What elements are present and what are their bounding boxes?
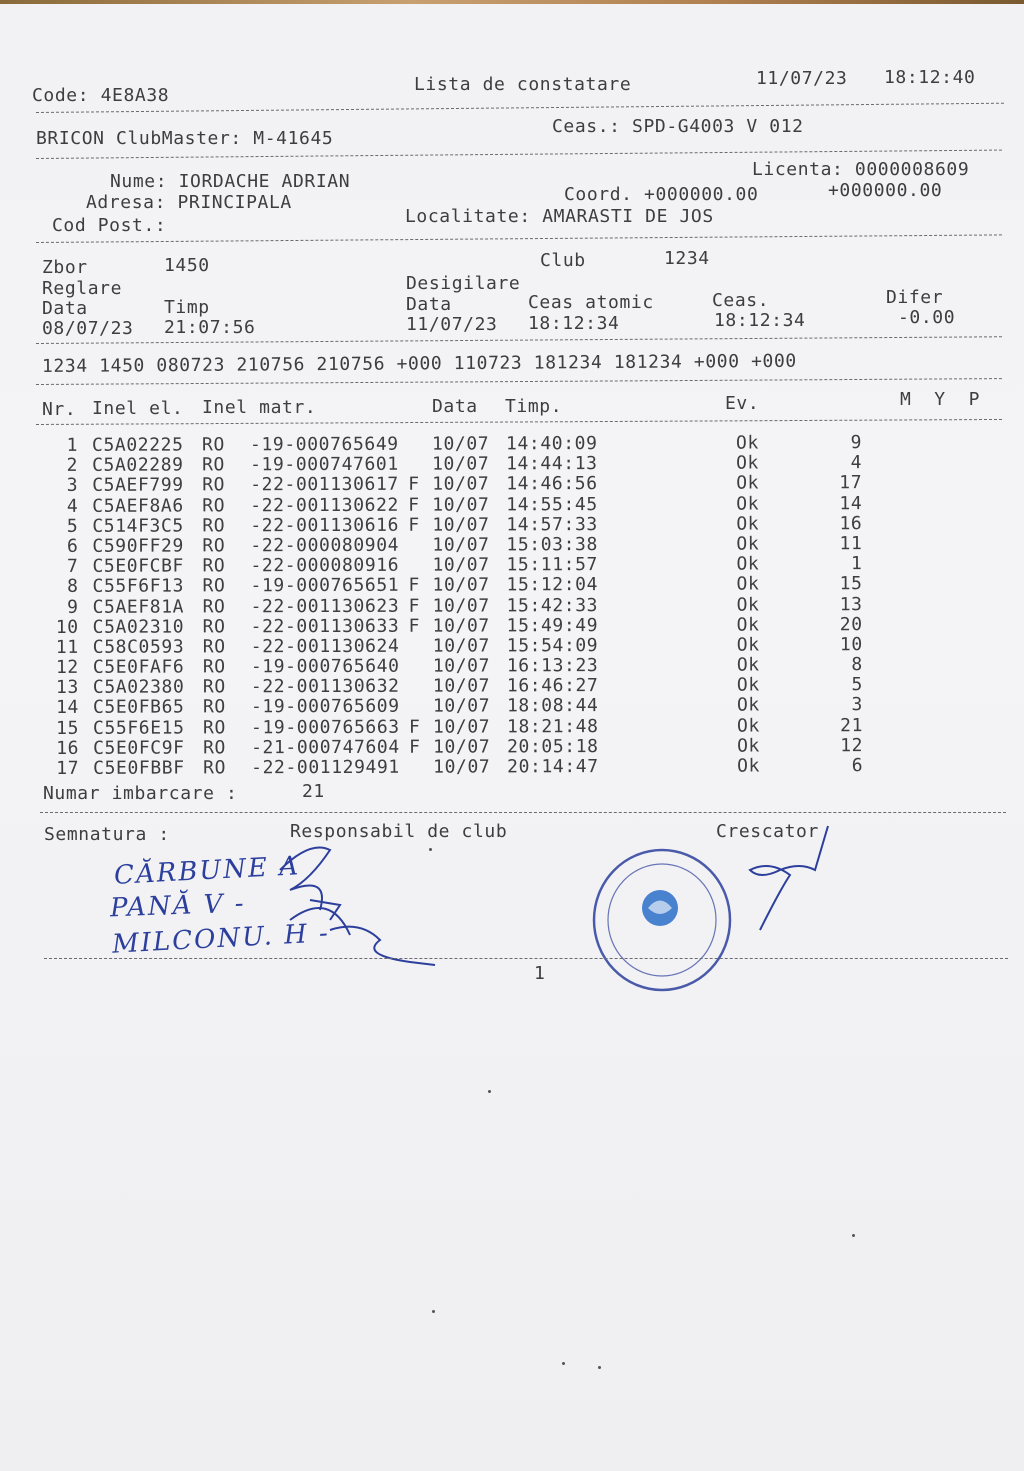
event-status: Ok xyxy=(736,593,760,616)
row-number: 14 xyxy=(56,697,79,719)
arrival-time: 14:40:09 xyxy=(505,433,598,455)
ring-country: RO xyxy=(202,575,226,597)
unseal-label: Desigilare xyxy=(406,273,521,294)
breeder-label: Crescator xyxy=(716,821,819,842)
electronic-ring: C5E0FAF6 xyxy=(92,656,185,678)
place-number: 12 xyxy=(840,734,864,757)
electronic-ring: C58C0593 xyxy=(92,636,185,658)
row-number: 3 xyxy=(66,475,79,497)
ring-number: -19-000765663 xyxy=(250,716,400,738)
arrival-date: 10/07 xyxy=(432,655,491,677)
row-number: 1 xyxy=(66,434,79,456)
event-status: Ok xyxy=(736,715,760,737)
electronic-ring: C5AEF799 xyxy=(92,474,184,497)
event-status: Ok xyxy=(735,432,759,454)
place-number: 5 xyxy=(851,674,863,696)
place-number: 13 xyxy=(839,593,863,615)
arrival-time: 15:11:57 xyxy=(506,554,598,576)
ring-number: -22-001130633 xyxy=(250,615,400,637)
arrival-time: 20:05:18 xyxy=(507,735,599,758)
ring-number: -22-001129491 xyxy=(251,756,400,779)
table-surface-edge xyxy=(0,0,1024,4)
arrival-date: 10/07 xyxy=(432,493,490,516)
arrival-time: 14:55:45 xyxy=(506,493,598,515)
row-number: 5 xyxy=(66,515,79,537)
electronic-ring: C5E0FC9F xyxy=(93,737,185,759)
arrival-date: 10/07 xyxy=(433,736,491,758)
report-date: 11/07/23 xyxy=(756,68,848,89)
row-number: 4 xyxy=(66,495,79,517)
place-number: 10 xyxy=(839,634,863,656)
divider xyxy=(36,234,1002,243)
electronic-ring: C5E0FCBF xyxy=(92,555,184,577)
ring-country: RO xyxy=(202,515,226,537)
divider xyxy=(36,419,1002,425)
ring-country: RO xyxy=(202,676,226,698)
electronic-ring: C5AEF81A xyxy=(92,595,185,618)
date-label: Data xyxy=(42,298,88,319)
arrival-time: 15:49:49 xyxy=(506,614,599,637)
handwritten-name-1: CĂRBUNE A xyxy=(113,851,301,891)
row-number: 16 xyxy=(56,737,80,759)
signature-label: Semnatura : xyxy=(44,824,170,845)
ring-flag: F xyxy=(408,574,420,597)
event-status: Ok xyxy=(737,735,760,757)
arrival-date: 10/07 xyxy=(432,453,490,475)
arrival-time: 18:21:48 xyxy=(506,715,599,737)
ring-number: -19-000765649 xyxy=(249,433,399,456)
electronic-ring: C5A02310 xyxy=(92,616,185,638)
ring-number: -22-001130623 xyxy=(250,595,400,617)
event-status: Ok xyxy=(736,513,760,535)
event-status: Ok xyxy=(736,493,760,515)
col-header-ring-number: Inel matr. xyxy=(202,397,317,418)
row-number: 9 xyxy=(67,596,79,618)
event-status: Ok xyxy=(736,573,760,595)
arrival-date: 10/07 xyxy=(432,534,490,556)
atomic-clock-label: Ceas atomic xyxy=(528,292,654,313)
place-number: 17 xyxy=(839,472,863,494)
arrival-date: 10/07 xyxy=(432,716,491,738)
arrival-date: 10/07 xyxy=(433,756,491,778)
place-number: 4 xyxy=(850,452,863,474)
arrival-time: 14:57:33 xyxy=(506,513,598,536)
flight-number: 1450 xyxy=(164,255,210,276)
clock-label: Ceas. xyxy=(712,290,770,311)
row-number: 2 xyxy=(66,455,79,477)
ring-country: RO xyxy=(202,535,226,557)
place-number: 15 xyxy=(839,573,863,595)
event-status: Ok xyxy=(736,452,760,474)
locality: Localitate: AMARASTI DE JOS xyxy=(405,206,714,227)
place-number: 21 xyxy=(840,714,864,736)
arrival-date: 10/07 xyxy=(432,615,490,637)
electronic-ring: C5E0FB65 xyxy=(92,696,185,719)
ring-number: -22-000080916 xyxy=(250,554,400,577)
difference-label: Difer xyxy=(886,287,944,308)
ring-country: RO xyxy=(202,716,226,739)
ring-flag: F xyxy=(408,514,420,536)
row-number: 6 xyxy=(66,535,79,557)
arrival-date: 10/07 xyxy=(432,675,491,697)
arrival-time: 15:03:38 xyxy=(506,533,598,556)
club-responsible-label: Responsabil de club xyxy=(290,821,508,842)
report-time: 18:12:40 xyxy=(884,67,976,88)
page-number: 1 xyxy=(534,963,546,984)
divider xyxy=(36,150,1002,159)
electronic-ring: C5A02225 xyxy=(91,434,184,456)
flight-label: Zbor xyxy=(42,257,88,278)
time-label: Timp xyxy=(164,297,210,318)
club-number: 1234 xyxy=(664,248,710,269)
arrival-time: 14:44:13 xyxy=(506,453,598,475)
ring-number: -22-001130632 xyxy=(250,675,400,698)
electronic-ring: C5AEF8A6 xyxy=(92,495,184,517)
event-status: Ok xyxy=(736,472,760,494)
electronic-ring: C514F3C5 xyxy=(92,515,184,537)
row-number: 10 xyxy=(55,616,79,638)
row-number: 11 xyxy=(55,636,79,658)
ring-country: RO xyxy=(203,757,227,779)
atomic-clock-time: 18:12:34 xyxy=(528,313,620,334)
arrival-date: 10/07 xyxy=(432,635,490,657)
electronic-ring: C5E0FBBF xyxy=(93,757,185,779)
event-status: Ok xyxy=(737,755,761,777)
ring-country: RO xyxy=(202,636,226,658)
ring-country: RO xyxy=(203,737,227,759)
arrival-date: 10/07 xyxy=(432,695,491,718)
ring-number: -22-001130622 xyxy=(250,494,399,516)
difference-value: -0.00 xyxy=(898,307,956,328)
ring-flag: F xyxy=(408,474,420,496)
arrival-time: 16:46:27 xyxy=(506,675,599,697)
report-code: Code: 4E8A38 xyxy=(32,85,170,106)
boarding-count-label: Numar imbarcare : xyxy=(43,783,238,804)
row-number: 7 xyxy=(66,555,79,578)
row-number: 17 xyxy=(56,757,80,779)
event-status: Ok xyxy=(736,674,760,696)
arrival-time: 20:14:47 xyxy=(507,756,599,778)
ring-number: -22-001130624 xyxy=(250,635,400,658)
clock-id: Ceas.: SPD-G4003 V 012 xyxy=(552,116,804,137)
ring-country: RO xyxy=(202,616,226,638)
place-number: 8 xyxy=(851,654,863,676)
ring-number: -19-000747601 xyxy=(250,453,399,476)
col-header-myp: M Y P xyxy=(900,389,981,410)
col-header-date: Data xyxy=(432,396,478,417)
row-number: 15 xyxy=(56,717,80,739)
electronic-ring: C590FF29 xyxy=(92,535,184,557)
ring-number: -22-001130616 xyxy=(250,514,400,537)
place-number: 6 xyxy=(851,755,864,777)
arrival-time: 18:08:44 xyxy=(506,695,599,717)
boarding-count-value: 21 xyxy=(302,781,325,802)
clubmaster-id: BRICON ClubMaster: M-41645 xyxy=(36,128,334,149)
col-header-event: Ev. xyxy=(725,393,760,414)
col-header-time: Timp. xyxy=(505,396,563,417)
table-row xyxy=(41,756,941,779)
row-number: 12 xyxy=(55,656,79,679)
ring-country: RO xyxy=(201,434,225,456)
report-title: Lista de constatare xyxy=(414,74,632,95)
arrival-date: 10/07 xyxy=(432,514,490,536)
place-number: 20 xyxy=(839,613,863,635)
club-label: Club xyxy=(540,250,586,271)
arrival-date: 10/07 xyxy=(432,473,490,496)
setup-time: 21:07:56 xyxy=(164,317,256,338)
coordinates: Coord. +000000.00 xyxy=(564,184,759,205)
arrival-time: 16:13:23 xyxy=(506,655,599,677)
divider xyxy=(40,812,1006,813)
ring-country: RO xyxy=(202,656,226,678)
arrival-date: 10/07 xyxy=(432,574,490,596)
ring-country: RO xyxy=(202,494,226,516)
ring-country: RO xyxy=(202,555,226,577)
place-number: 9 xyxy=(850,432,863,454)
coordinates-second: +000000.00 xyxy=(828,180,943,201)
place-number: 1 xyxy=(850,553,863,575)
row-number: 13 xyxy=(55,677,79,699)
ring-number: -22-001130617 xyxy=(250,474,399,496)
col-header-nr: Nr. xyxy=(42,399,77,420)
event-status: Ok xyxy=(736,694,760,717)
place-number: 16 xyxy=(839,512,863,534)
arrival-time: 15:42:33 xyxy=(506,594,599,616)
arrival-date: 10/07 xyxy=(432,554,490,576)
electronic-ring: C55F6E15 xyxy=(92,717,185,739)
arrival-time: 15:54:09 xyxy=(506,634,599,657)
unseal-date: 11/07/23 xyxy=(406,314,498,335)
col-header-electronic-ring: Inel el. xyxy=(92,398,184,419)
clock-time: 18:12:34 xyxy=(714,310,806,331)
ring-country: RO xyxy=(202,696,226,718)
ring-flag: F xyxy=(409,736,421,758)
place-number: 11 xyxy=(839,533,863,555)
ring-number: -22-000080904 xyxy=(250,534,400,557)
electronic-ring: C5A02289 xyxy=(92,454,184,477)
event-status: Ok xyxy=(736,553,760,575)
ring-country: RO xyxy=(202,454,226,476)
handwritten-name-3: MILCONU. H - xyxy=(111,918,331,960)
summary-code-line: 1234 1450 080723 210756 210756 +000 110723 181234 181234 +000 +000 xyxy=(41,350,797,377)
licence-number: Licenta: 0000008609 xyxy=(752,159,970,180)
arrival-time: 14:46:56 xyxy=(506,473,598,495)
ring-country: RO xyxy=(202,474,226,496)
club-stamp xyxy=(590,848,740,998)
place-number: 14 xyxy=(839,492,863,514)
divider xyxy=(36,378,1002,385)
arrival-date: 10/07 xyxy=(432,594,490,617)
arrivals-table xyxy=(40,433,941,779)
ring-flag: F xyxy=(408,595,421,617)
place-number: 3 xyxy=(851,694,863,716)
ring-flag: F xyxy=(408,615,421,637)
event-status: Ok xyxy=(736,614,760,636)
ring-number: -21-000747604 xyxy=(251,736,400,759)
ring-country: RO xyxy=(202,595,226,617)
event-status: Ok xyxy=(736,533,760,555)
electronic-ring: C5A02380 xyxy=(92,676,185,699)
setup-date: 08/07/23 xyxy=(42,318,134,339)
ring-number: -19-000765640 xyxy=(250,655,400,678)
ring-flag: F xyxy=(408,494,420,516)
divider xyxy=(36,103,1004,113)
owner-name: Nume: IORDACHE ADRIAN xyxy=(110,171,351,192)
unseal-date-label: Data xyxy=(406,294,452,315)
electronic-ring: C55F6F13 xyxy=(92,575,185,598)
ring-flag: F xyxy=(408,716,421,738)
ring-number: -19-000765609 xyxy=(250,696,400,718)
event-status: Ok xyxy=(736,634,760,656)
arrival-time: 15:12:04 xyxy=(506,574,599,596)
setup-label: Reglare xyxy=(42,278,123,299)
owner-address: Adresa: PRINCIPALA xyxy=(86,192,292,213)
event-status: Ok xyxy=(736,654,760,676)
row-number: 8 xyxy=(67,576,79,598)
divider xyxy=(44,958,1008,959)
postal-code: Cod Post.: xyxy=(52,215,167,236)
ring-number: -19-000765651 xyxy=(250,575,400,597)
arrival-date: 10/07 xyxy=(431,433,490,455)
handwritten-signature-scribbles xyxy=(270,830,440,970)
handwritten-name-2: PANĂ V - xyxy=(109,888,246,924)
